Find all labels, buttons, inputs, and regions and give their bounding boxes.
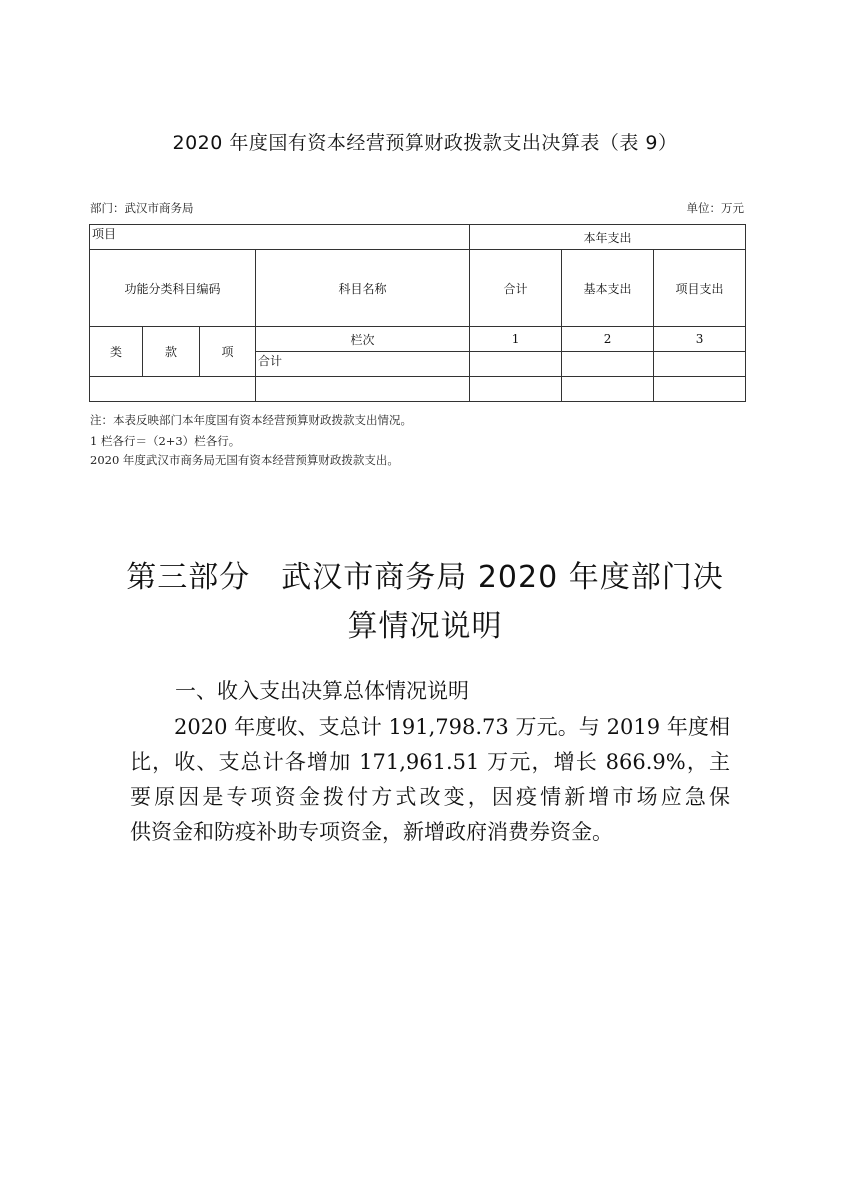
header-project: 项目支出: [654, 250, 746, 327]
expenditure-table: [89, 224, 746, 402]
total-cell-1: [470, 352, 562, 377]
paragraph-line: 要原因是专项资金拨付方式改变，因疫情新增市场应急保: [130, 785, 730, 809]
col-index-1: 1: [470, 327, 562, 352]
total-cell-3: [654, 352, 746, 377]
paragraph-line: 供资金和防疫补助专项资金，新增政府消费券资金。: [130, 820, 613, 844]
section-heading-line-1: 第三部分 武汉市商务局 2020 年度部门决: [126, 560, 724, 595]
empty-cell-name: [256, 377, 470, 402]
summary-paragraph: [130, 710, 730, 850]
col-section: 款: [143, 327, 200, 377]
total-cell-2: [562, 352, 654, 377]
header-total: 合计: [470, 250, 562, 327]
header-item: 项目: [90, 225, 470, 250]
empty-cell-code: [90, 377, 256, 402]
table-note-2: 1 栏各行＝（2+3）栏各行。: [90, 434, 241, 448]
unit-label: 单位：万元: [686, 201, 744, 215]
col-item: 项: [200, 327, 256, 377]
empty-cell-3: [654, 377, 746, 402]
empty-cell-2: [562, 377, 654, 402]
header-subject-name: 科目名称: [256, 250, 470, 327]
section-heading-line-2: 算情况说明: [347, 609, 503, 644]
table-title: 2020 年度国有资本经营预算财政拨款支出决算表（表 9）: [172, 132, 678, 154]
col-index-2: 2: [562, 327, 654, 352]
department-label: 部门：武汉市商务局: [90, 201, 194, 215]
col-class: 类: [90, 327, 143, 377]
paragraph-line: 比，收、支总计各增加 171,961.51 万元，增长 866.9%，主: [130, 750, 730, 774]
col-index-3: 3: [654, 327, 746, 352]
table-note-3: 2020 年度武汉市商务局无国有资本经营预算财政拨款支出。: [90, 453, 399, 467]
table-note-1: 注：本表反映部门本年度国有资本经营预算财政拨款支出情况。: [90, 413, 412, 427]
header-current-year: 本年支出: [470, 225, 746, 250]
row-column-index-label: 栏次: [256, 327, 470, 352]
row-total-label: 合计: [256, 352, 470, 377]
header-code: 功能分类科目编码: [90, 250, 256, 327]
header-basic: 基本支出: [562, 250, 654, 327]
paragraph-line: 2020 年度收、支总计 191,798.73 万元。与 2019 年度相: [174, 715, 730, 739]
sub-heading: 一、收入支出决算总体情况说明: [175, 679, 469, 703]
empty-cell-1: [470, 377, 562, 402]
